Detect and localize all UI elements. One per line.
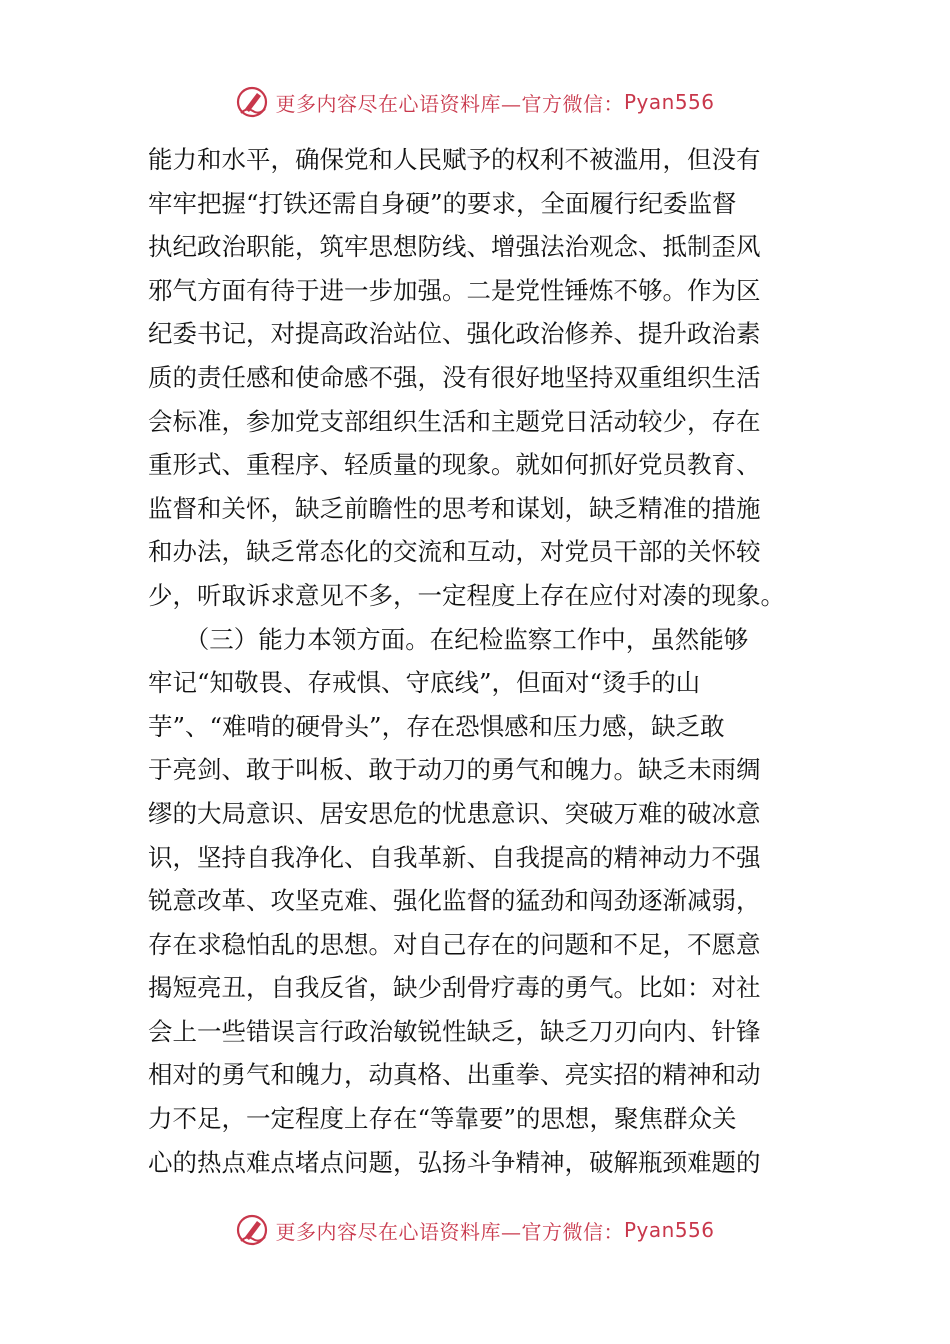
body-line: 心的热点难点堵点问题，弘扬斗争精神，破解瓶颈难题的 — [148, 1147, 761, 1177]
header-brand: Pyan556 — [623, 90, 715, 114]
body-line: 存在求稳怕乱的思想。对自己存在的问题和不足，不愿意 — [148, 929, 761, 959]
pen-seal-icon — [235, 85, 269, 119]
pen-seal-icon — [235, 1213, 269, 1247]
body-line: 相对的勇气和魄力，动真格、出重拳、亮实招的精神和动 — [148, 1060, 761, 1090]
header-banner — [0, 84, 950, 120]
body-line: 芋”、“难啃的硬骨头”，存在恐惧感和压力感，缺乏敢 — [148, 711, 725, 741]
body-line: 少，听取诉求意见不多，一定程度上存在应付对凑的现象。 — [148, 580, 785, 610]
body-line: 牢牢把握“打铁还需自身硬”的要求，全面履行纪委监督 — [148, 188, 737, 218]
body-line: 会上一些错误言行政治敏锐性缺乏，缺乏刀刃向内、针锋 — [148, 1016, 761, 1046]
body-line: 力不足，一定程度上存在“等靠要”的思想，聚焦群众关 — [148, 1104, 737, 1134]
footer-brand: Pyan556 — [623, 1218, 715, 1242]
body-line: 于亮剑、敢于叫板、敢于动刀的勇气和魄力。缺乏未雨绸 — [148, 755, 761, 785]
body-line: 牢记“知敬畏、存戒惧、守底线”，但面对“烫手的山 — [148, 668, 701, 698]
body-line: 纪委书记，对提高政治站位、强化政治修养、提升政治素 — [148, 319, 761, 349]
document-body — [148, 138, 808, 1184]
body-line: 缪的大局意识、居安思危的忧患意识、突破万难的破冰意 — [148, 798, 761, 828]
body-line: （三）能力本领方面。在纪检监察工作中，虽然能够 — [148, 624, 749, 654]
body-line: 识，坚持自我净化、自我革新、自我提高的精神动力不强 — [148, 842, 761, 872]
body-line: 质的责任感和使命感不强，没有很好地坚持双重组织生活 — [148, 362, 761, 392]
footer-text: 更多内容尽在心语资料库—官方微信： — [275, 1219, 624, 1244]
body-line: 监督和关怀，缺乏前瞻性的思考和谋划，缺乏精准的措施 — [148, 493, 761, 523]
body-line: 邪气方面有待于进一步加强。二是党性锤炼不够。作为区 — [148, 275, 761, 305]
header-text: 更多内容尽在心语资料库—官方微信： — [275, 91, 624, 116]
body-line: 会标准，参加党支部组织生活和主题党日活动较少，存在 — [148, 406, 761, 436]
body-line: 执纪政治职能，筑牢思想防线、增强法治观念、抵制歪风 — [148, 232, 761, 262]
body-line: 和办法，缺乏常态化的交流和互动，对党员干部的关怀较 — [148, 537, 761, 567]
body-line: 能力和水平，确保党和人民赋予的权利不被滥用，但没有 — [148, 145, 761, 174]
body-line: 揭短亮丑，自我反省，缺少刮骨疗毒的勇气。比如：对社 — [148, 973, 761, 1003]
body-line: 重形式、重程序、轻质量的现象。就如何抓好党员教育、 — [148, 450, 761, 480]
footer-banner — [0, 1212, 950, 1248]
body-line: 锐意改革、攻坚克难、强化监督的猛劲和闯劲逐渐减弱， — [148, 886, 761, 916]
